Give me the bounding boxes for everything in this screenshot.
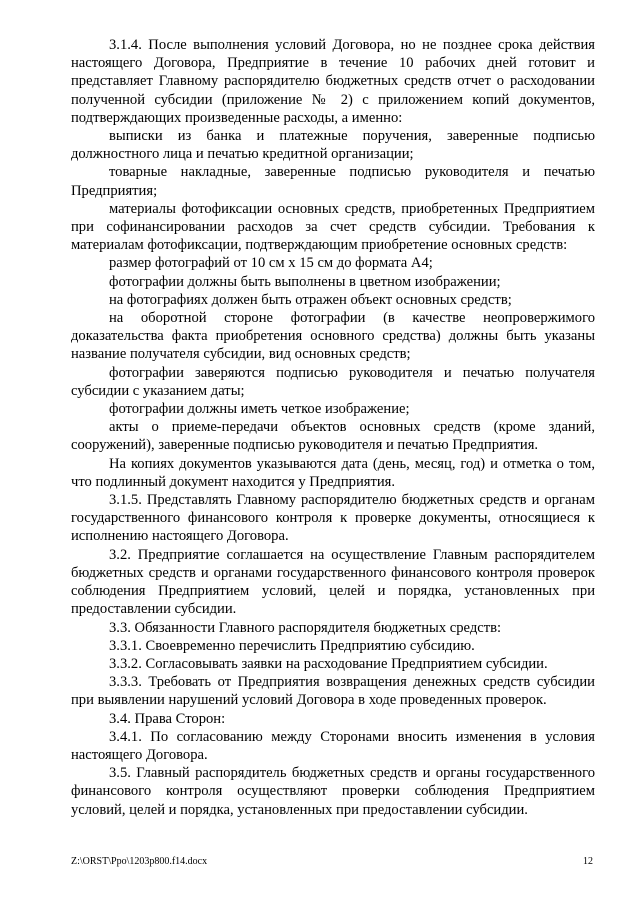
paragraph-copies-note: На копиях документов указываются дата (день, месяц, год) и отметка о том, что подлинный документ находится у Предприятия.: [71, 455, 595, 490]
list-item-photo-materials: материалы фотофиксации основных средств, приобретенных Предприятием при софинансировании расходов за счет средств субсидии. Требования к материалам фотофиксации, подтверждающим приобретение основных средств:: [71, 200, 595, 254]
list-item-photo-size: размер фотографий от 10 см х 15 см до формата А4;: [109, 255, 433, 272]
paragraph-3-3: 3.3. Обязанности Главного распорядителя бюджетных средств:: [109, 619, 502, 636]
list-item-photo-certified: фотографии заверяются подписью руководителя и печатью получателя субсидии с указанием даты;: [71, 364, 595, 399]
footer-page-number: 12: [583, 856, 593, 867]
paragraph-3-4-1: 3.4.1. По согласованию между Сторонами вносить изменения в условия настоящего Договора.: [71, 728, 595, 763]
paragraph-3-3-2: 3.3.2. Согласовывать заявки на расходование Предприятием субсидии.: [109, 655, 548, 672]
paragraph-3-1-4: 3.1.4. После выполнения условий Договора, но не позднее срока действия настоящего Договора, Предприятие в течение 10 рабочих дней готовит и представляет Главному распорядителю бюджетных средств отчет о расходовании полученной субсидии (приложение № 2) с приложением копий документов, подтверждающих произведенные расходы, а именно:: [71, 37, 595, 126]
paragraph-3-5: 3.5. Главный распорядитель бюджетных средств и органы государственного финансового контроля осуществляют проверки соблюдения Предприятием условий, целей и порядка, установленных при предоставлении субсидии.: [71, 765, 595, 818]
footer-file-path: Z:\ORST\Ppo\1203p800.f14.docx: [71, 856, 208, 867]
paragraph-3-3-3: 3.3.3. Требовать от Предприятия возвращения денежных средств субсидии при выявлении нарушений условий Договора в ходе проведенных проверок.: [71, 674, 595, 709]
paragraph-3-4: 3.4. Права Сторон:: [109, 710, 226, 727]
list-item-photo-color: фотографии должны быть выполнены в цветном изображении;: [109, 273, 501, 290]
list-item-acceptance-acts: акты о приеме-передачи объектов основных средств (кроме зданий, сооружений), заверенные подписью руководителя и печатью Предприятия.: [71, 419, 595, 454]
paragraph-3-2: 3.2. Предприятие соглашается на осуществление Главным распорядителем бюджетных средств и органами государственного финансового контроля проверок соблюдения Предприятием условий, целей и порядка, установленных при предоставлении субсидии.: [71, 546, 595, 618]
paragraph-3-1-5: 3.1.5. Представлять Главному распорядителю бюджетных средств и органам государственного финансового контроля к проверке документы, относящиеся к исполнению настоящего Договора.: [71, 492, 595, 545]
list-item-waybills: товарные накладные, заверенные подписью руководителя и печатью Предприятия;: [71, 164, 595, 199]
list-item-photo-reverse: на оборотной стороне фотографии (в качестве неопровержимого доказательства факта приобретения основного средства) должны быть указаны название получателя субсидии, вид основных средств;: [71, 310, 595, 363]
list-item-photo-clear: фотографии должны иметь четкое изображение;: [109, 401, 410, 418]
list-item-bank-statements: выписки из банка и платежные поручения, заверенные подписью должностного лица и печатью кредитной организации;: [71, 128, 595, 163]
paragraph-3-3-1: 3.3.1. Своевременно перечислить Предприятию субсидию.: [109, 637, 475, 654]
document-body: [71, 36, 595, 819]
list-item-photo-object: на фотографиях должен быть отражен объект основных средств;: [109, 291, 512, 308]
